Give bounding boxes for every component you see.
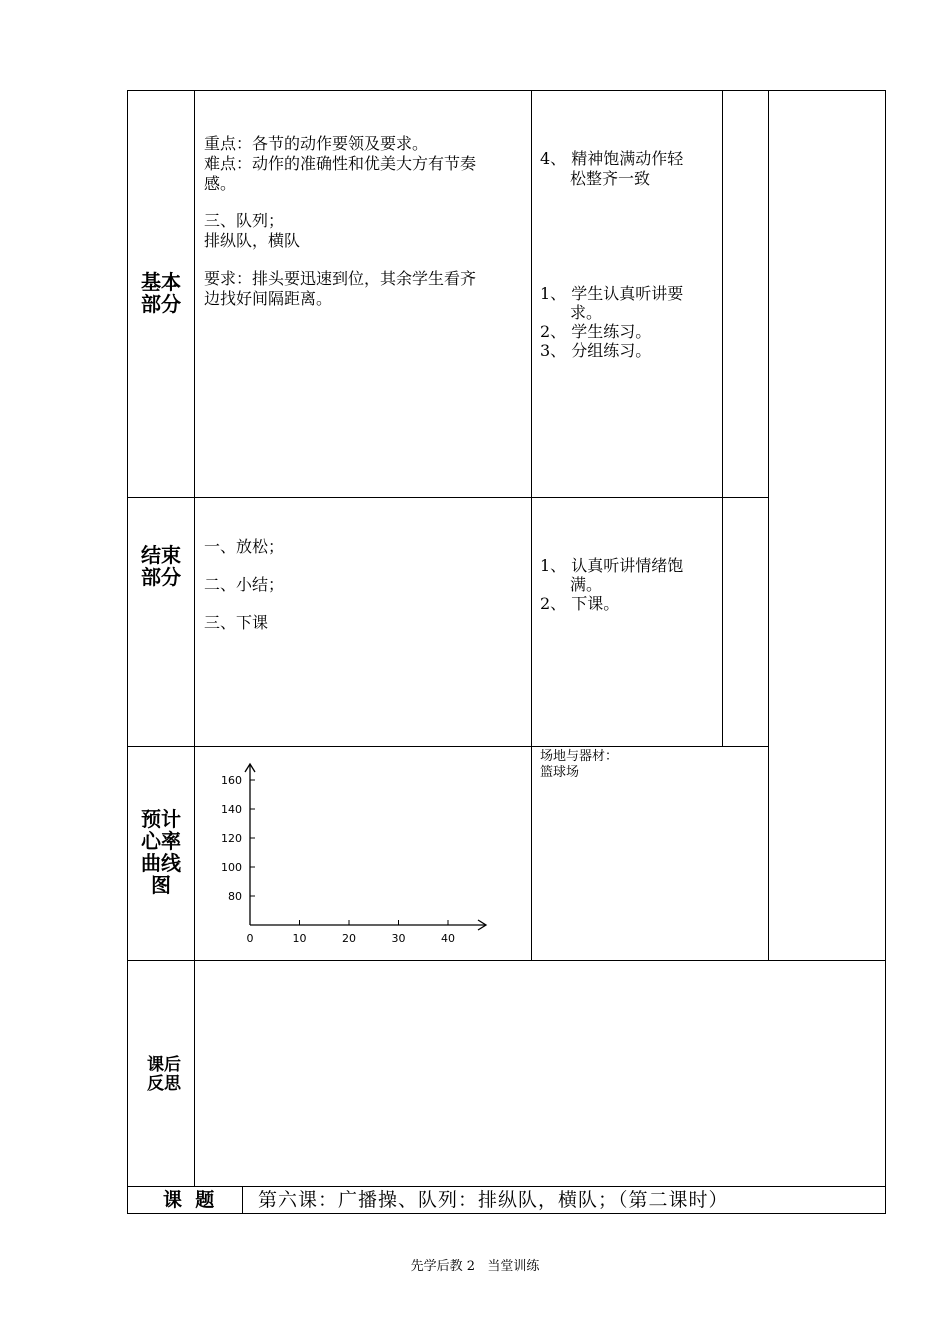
student-item-spirit-cont: 松整齐一致 <box>570 169 651 188</box>
y-tick-label: 120 <box>221 832 242 845</box>
row-divider-heart-reflect <box>127 960 886 961</box>
end-line-summary: 二、小结； <box>204 575 285 594</box>
table-right-border <box>885 90 886 1214</box>
x-tick-label: 40 <box>441 932 455 945</box>
x-tick-label: 20 <box>342 932 356 945</box>
row-divider-basic-end <box>127 497 769 498</box>
basic-line-difficulty-cont: 感。 <box>204 174 237 193</box>
basic-line-drill: 三、队列； <box>204 211 285 230</box>
x-tick-label: 30 <box>391 932 406 945</box>
end-student-listen: 1、 认真听讲情绪饱 <box>540 556 684 575</box>
y-tick-label: 160 <box>221 774 242 787</box>
section-label-end: 结束部分 <box>141 543 181 589</box>
student-item-spirit: 4、 精神饱满动作轻 <box>540 149 684 168</box>
y-tick-label: 140 <box>221 803 242 816</box>
page-footer: 先学后教 2 当堂训练 <box>410 1259 540 1274</box>
basic-line-requirement-cont: 边找好间隔距离。 <box>204 289 333 308</box>
venue-title: 场地与器材： <box>540 749 619 764</box>
end-student-listen-cont: 满。 <box>570 575 603 594</box>
student-item-listen-cont: 求。 <box>570 303 603 322</box>
x-tick-label: 0 <box>246 932 254 945</box>
table-left-border <box>127 90 128 1214</box>
basic-line-formation: 排纵队，横队 <box>204 231 301 250</box>
section-label-heart: 预计心率曲线图 <box>141 807 181 897</box>
end-student-dismiss: 2、 下课。 <box>540 594 620 613</box>
table-top-border <box>127 90 886 91</box>
content-column-divider <box>531 90 532 961</box>
topic-label: 课 题 <box>163 1189 215 1211</box>
basic-line-difficulty: 难点：动作的准确性和优美大方有节奏 <box>204 154 477 173</box>
heart-rate-chart <box>200 760 500 960</box>
student-column-divider <box>722 90 723 747</box>
table-bottom-border <box>127 1213 886 1214</box>
topic-divider <box>242 1186 243 1214</box>
section-label-basic: 基本部分 <box>141 270 181 316</box>
venue-value: 篮球场 <box>540 765 580 780</box>
y-tick-label: 100 <box>221 861 242 874</box>
student-item-practice: 2、 学生练习。 <box>540 322 652 341</box>
student-item-group: 3、 分组练习。 <box>540 341 652 360</box>
topic-value: 第六课：广播操、队列：排纵队，横队；（第二课时） <box>258 1189 729 1211</box>
section-label-reflect: 课后反思 <box>147 1055 181 1094</box>
end-line-relax: 一、放松； <box>204 537 285 556</box>
label-column-divider <box>194 90 195 1187</box>
narrow-column-divider <box>768 90 769 961</box>
basic-line-requirement: 要求：排头要迅速到位，其余学生看齐 <box>204 269 477 288</box>
end-line-dismiss: 三、下课 <box>204 613 269 632</box>
y-tick-label: 80 <box>228 890 242 903</box>
row-divider-end-heart <box>127 746 769 747</box>
x-tick-label: 10 <box>292 932 307 945</box>
basic-line-focus: 重点：各节的动作要领及要求。 <box>204 134 429 153</box>
student-item-listen: 1、 学生认真听讲要 <box>540 284 684 303</box>
row-divider-reflect-topic <box>127 1186 886 1187</box>
